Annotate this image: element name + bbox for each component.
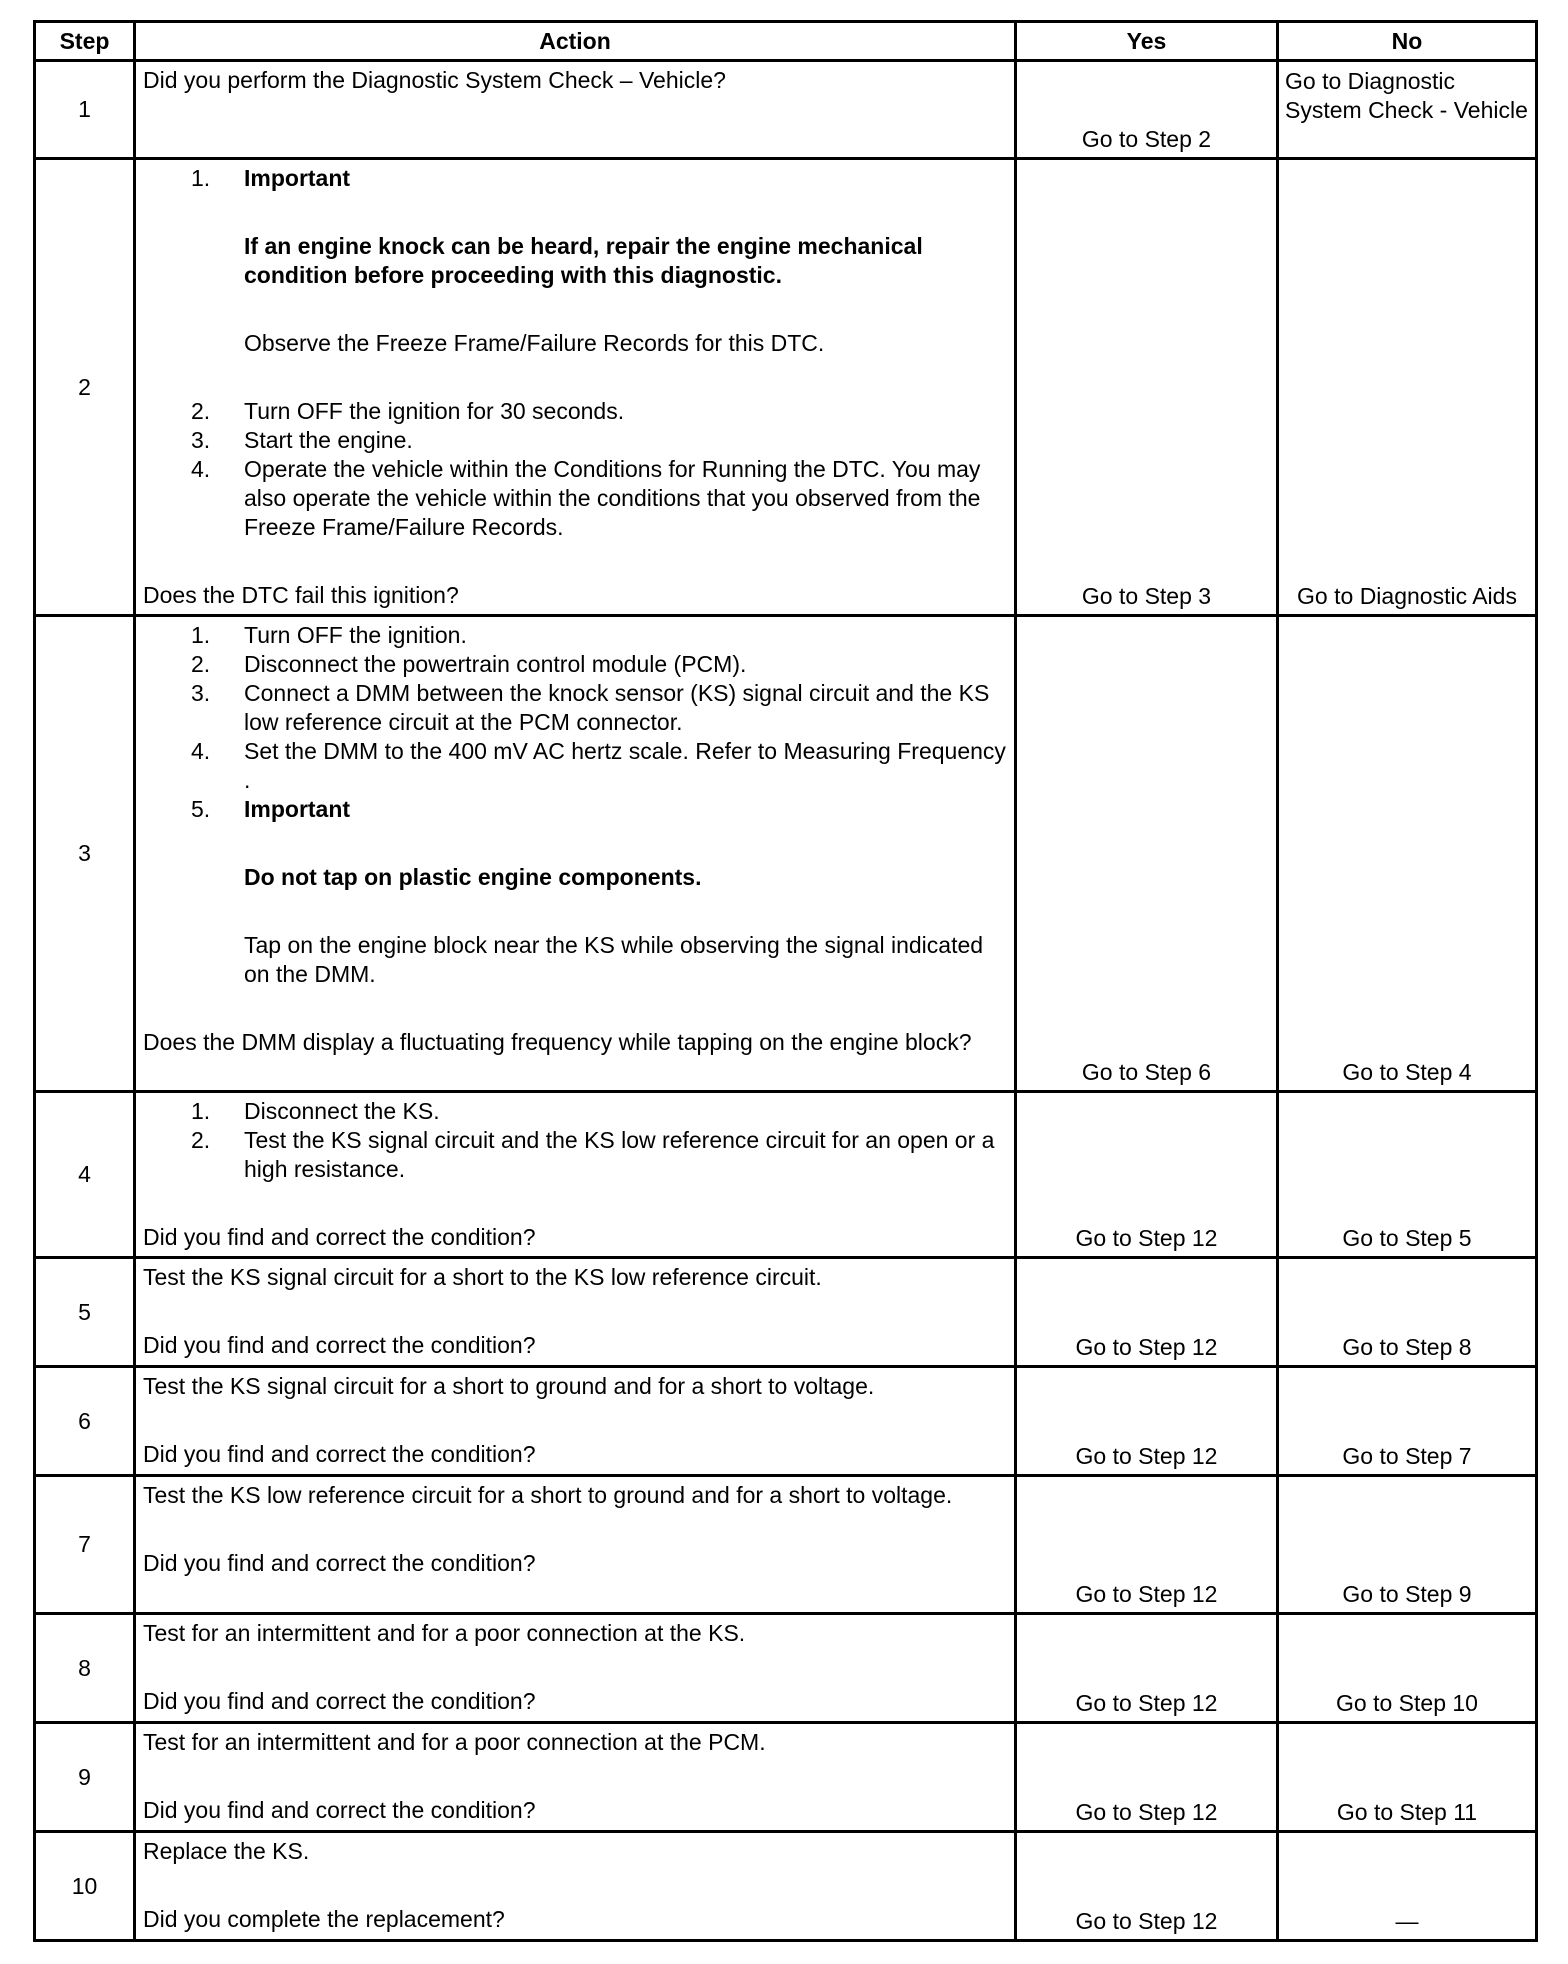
item-text: Disconnect the powertrain control module (PCM). [244,651,747,677]
list-item [143,1097,1008,1126]
action-cell [135,159,1016,616]
action-text: Test for an intermittent and for a poor connection at the PCM. [143,1729,766,1755]
table-row-step-5 [35,1258,1537,1367]
list-item [143,795,1008,989]
action-text: Test for an intermittent and for a poor connection at the KS. [143,1620,746,1646]
instruction-list [143,621,1008,989]
yes-cell [1016,616,1278,1092]
table-row-step-2 [35,159,1537,616]
step-number: 5 [35,1258,135,1367]
header-action: Action [135,22,1016,61]
item-number: 1. [191,1098,211,1124]
no-cell [1278,1092,1537,1258]
step-number: 7 [35,1476,135,1614]
yes-cell [1016,61,1278,159]
item-number: 2. [191,1127,211,1153]
action-cell [135,1476,1016,1614]
list-item [143,1126,1008,1184]
important-label: Important [244,796,351,822]
yes-cell [1016,1258,1278,1367]
yes-result: Go to Step 3 [1081,583,1212,609]
yes-cell [1016,1614,1278,1723]
important-note: Tap on the engine block near the KS while observing the signal indicated on the DMM. [244,932,984,987]
no-result: Go to Step 9 [1342,1581,1472,1607]
table-row-step-4 [35,1092,1537,1258]
yes-cell [1016,1367,1278,1476]
item-number: 1. [191,622,211,648]
item-number: 1. [191,165,211,191]
item-text: Start the engine. [244,427,413,453]
table-row-step-10 [35,1832,1537,1941]
action-cell [135,1092,1016,1258]
step-number: 3 [35,616,135,1092]
item-number: 5. [191,796,211,822]
item-text: Operate the vehicle within the Conditions for Running the DTC. You may also operate the vehicle within the conditions that you observed from the Freeze Frame/Failure Records. [244,456,981,540]
item-number: 3. [191,680,211,706]
question-text: Did you find and correct the condition? [143,1797,536,1823]
no-result: Go to Step 8 [1342,1334,1472,1360]
important-note: Observe the Freeze Frame/Failure Records for this DTC. [244,330,825,356]
question-text: Did you complete the replacement? [143,1906,505,1932]
step-number: 1 [35,61,135,159]
item-text: Connect a DMM between the knock sensor (KS) signal circuit and the KS low reference circuit at the PCM connector. [244,680,990,735]
item-number: 3. [191,427,211,453]
no-result: Go to Diagnostic System Check - Vehicle [1285,68,1528,123]
step-number: 6 [35,1367,135,1476]
instruction-list [143,164,1008,542]
no-cell [1278,1367,1537,1476]
table-row-step-8 [35,1614,1537,1723]
yes-cell [1016,1476,1278,1614]
action-cell [135,61,1016,159]
yes-result: Go to Step 6 [1081,1059,1212,1085]
step-number: 4 [35,1092,135,1258]
important-label: Important [244,165,351,191]
header-yes: Yes [1016,22,1278,61]
item-text: Disconnect the KS. [244,1098,440,1124]
header-row [35,22,1537,61]
no-cell [1278,1723,1537,1832]
instruction-list [143,1097,1008,1184]
no-cell [1278,1476,1537,1614]
no-result: Go to Diagnostic Aids [1297,583,1517,609]
important-warning: Do not tap on plastic engine components. [244,864,702,890]
item-text: Turn OFF the ignition. [244,622,467,648]
step-number: 2 [35,159,135,616]
yes-result: Go to Step 12 [1075,1443,1218,1469]
list-item [143,397,1008,426]
no-result: Go to Step 7 [1342,1443,1472,1469]
action-cell [135,616,1016,1092]
no-cell [1278,159,1537,616]
action-cell [135,1832,1016,1941]
question-text: Did you find and correct the condition? [143,1332,536,1358]
action-cell [135,1614,1016,1723]
list-item [143,426,1008,455]
action-text: Test the KS low reference circuit for a short to ground and for a short to voltage. [143,1482,953,1508]
no-cell [1278,616,1537,1092]
item-text: Turn OFF the ignition for 30 seconds. [244,398,625,424]
list-item [143,455,1008,542]
action-text: Did you perform the Diagnostic System Check – Vehicle? [143,67,726,93]
yes-result: Go to Step 12 [1075,1225,1218,1251]
step-number: 9 [35,1723,135,1832]
action-cell [135,1258,1016,1367]
diagnostic-table [33,20,1538,1942]
question-text: Does the DMM display a fluctuating frequency while tapping on the engine block? [143,1029,972,1055]
yes-result: Go to Step 2 [1081,126,1212,152]
list-item [143,650,1008,679]
no-cell [1278,61,1537,159]
item-number: 2. [191,651,211,677]
yes-cell [1016,1832,1278,1941]
step-number: 10 [35,1832,135,1941]
yes-result: Go to Step 12 [1075,1581,1218,1607]
header-step: Step [35,22,135,61]
yes-result: Go to Step 12 [1075,1334,1218,1360]
question-text: Does the DTC fail this ignition? [143,582,459,608]
action-text: Test the KS signal circuit for a short to ground and for a short to voltage. [143,1373,875,1399]
list-item [143,621,1008,650]
list-item [143,679,1008,737]
question-text: Did you find and correct the condition? [143,1224,536,1250]
yes-result: Go to Step 12 [1075,1690,1218,1716]
yes-cell [1016,1723,1278,1832]
item-number: 4. [191,738,211,764]
important-warning: If an engine knock can be heard, repair the engine mechanical condition before proceeding with this diagnostic. [244,233,923,288]
question-text: Did you find and correct the condition? [143,1441,536,1467]
no-result: Go to Step 5 [1342,1225,1472,1251]
action-text: Test the KS signal circuit for a short to the KS low reference circuit. [143,1264,822,1290]
question-text: Did you find and correct the condition? [143,1550,536,1576]
action-cell [135,1723,1016,1832]
question-text: Did you find and correct the condition? [143,1688,536,1714]
item-text: Set the DMM to the 400 mV AC hertz scale. Refer to Measuring Frequency . [244,738,1006,793]
table-row-step-1 [35,61,1537,159]
step-number: 8 [35,1614,135,1723]
no-result: Go to Step 10 [1336,1690,1478,1716]
no-cell [1278,1614,1537,1723]
list-item [143,164,1008,397]
no-cell [1278,1832,1537,1941]
no-result: Go to Step 11 [1336,1799,1478,1825]
table-row-step-9 [35,1723,1537,1832]
yes-cell [1016,1092,1278,1258]
table-row-step-3 [35,616,1537,1092]
item-number: 2. [191,398,211,424]
yes-cell [1016,159,1278,616]
header-no: No [1278,22,1537,61]
no-cell [1278,1258,1537,1367]
no-result: Go to Step 4 [1342,1059,1472,1085]
table-row-step-7 [35,1476,1537,1614]
action-text: Replace the KS. [143,1838,310,1864]
yes-result: Go to Step 12 [1075,1908,1218,1934]
item-number: 4. [191,456,211,482]
yes-result: Go to Step 12 [1075,1799,1218,1825]
table-row-step-6 [35,1367,1537,1476]
item-text: Test the KS signal circuit and the KS low reference circuit for an open or a high resistance. [244,1127,995,1182]
action-cell [135,1367,1016,1476]
list-item [143,737,1008,795]
no-result: — [1395,1908,1419,1934]
